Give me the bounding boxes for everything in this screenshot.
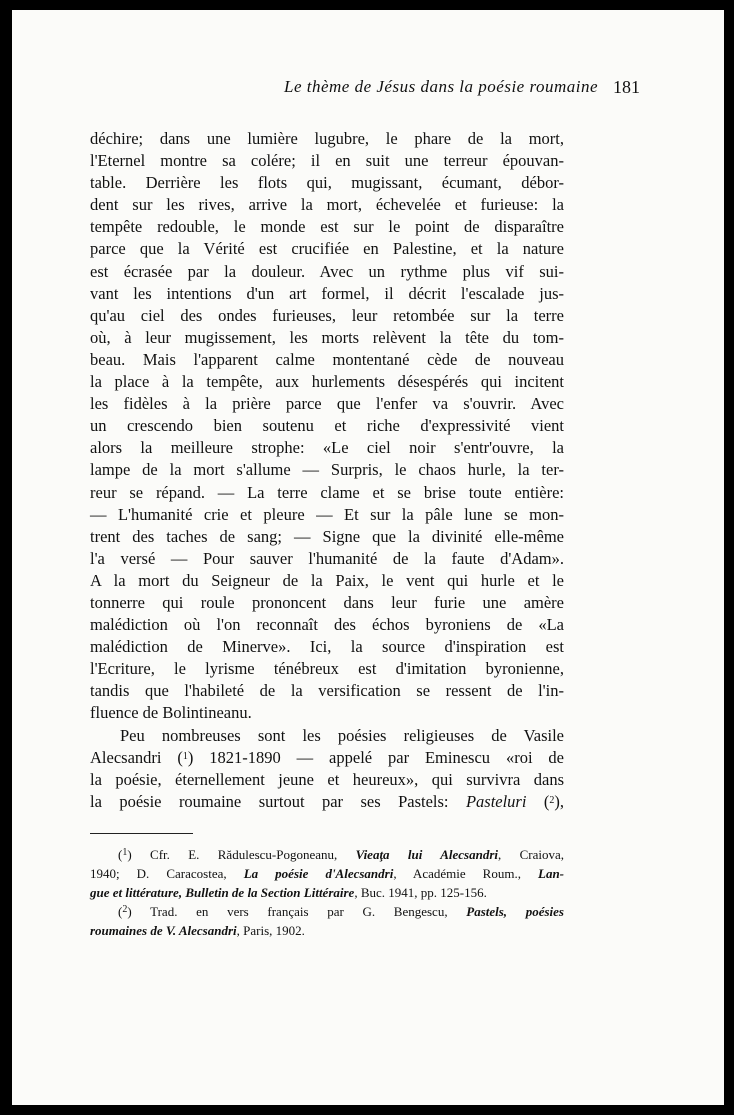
paragraph-line: Peu nombreuses sont les poésies religieuses de Vasile: [120, 725, 564, 745]
paragraph-line: la poésie roumaine surtout par ses Pastels: Pasteluri ($^2$),: [90, 791, 564, 811]
footnote-divider: [90, 833, 193, 834]
text-line: malédiction où l'on reconnaît des échos byroniens de «La: [90, 615, 564, 635]
text-line: tempête redouble, le monde est sur le point de disparaître: [90, 217, 564, 237]
footnote-2-cont: roumaines de V. Alecsandri, Paris, 1902.: [90, 923, 305, 938]
text-line: — L'humanité crie et pleure — Et sur la pâle lune se mon-: [90, 504, 564, 524]
text-line: l'a versé — Pour sauver l'humanité de la faute d'Adam».: [90, 548, 564, 568]
body-text: [90, 128, 564, 813]
text-line: tandis que l'habileté de la versification se ressent de l'in-: [90, 681, 564, 701]
text-line: l'Eternel montre sa colére; il en suit une terreur épouvan-: [90, 151, 564, 171]
text-line: les fidèles à la prière parce que l'enfer va s'ouvrir. Avec: [90, 394, 564, 414]
text-line: A la mort du Seigneur de la Paix, le vent qui hurle et le: [90, 570, 564, 590]
running-title: Le thème de Jésus dans la poésie roumaine: [283, 77, 598, 96]
text-line: est écrasée par la douleur. Avec un rythme plus vif sui-: [90, 261, 564, 281]
text-line: un crescendo bien soutenu et riche d'expressivité vient: [90, 416, 564, 436]
text-line: beau. Mais l'apparent calme montentané cède de nouveau: [90, 349, 564, 369]
text-line: tonnerre qui roule prononcent dans leur furie une amère: [90, 592, 564, 612]
text-line: dent sur les rives, arrive la mort, échevelée et furieuse: la: [90, 195, 564, 215]
running-header: [72, 77, 640, 103]
text-line: lampe de la mort s'allume — Surpris, le chaos hurle, la ter-: [90, 460, 564, 480]
text-line: vant les intentions d'un art formel, il décrit l'escalade jus-: [90, 283, 564, 303]
text-line: malédiction de Minerve». Ici, la source d'inspiration est: [90, 637, 564, 657]
text-line: parce que la Vérité est crucifiée en Palestine, et la nature: [90, 239, 564, 259]
book-page: [12, 10, 724, 1105]
paragraph-line: Alecsandri ($^1$) 1821-1890 — appelé par Eminescu «roi de: [90, 747, 564, 767]
footnote-1-cont: gue et littérature, Bulletin de la Section Littéraire, Buc. 1941, pp. 125-156.: [90, 885, 487, 900]
text-line: trent des taches de sang; — Signe que la divinité elle-même: [90, 526, 564, 546]
footnotes: [90, 845, 564, 940]
italic-title: Pasteluri: [465, 791, 527, 811]
text-line: alors la meilleure strophe: «Le ciel noir s'entr'ouvre, la: [90, 438, 564, 458]
footnote-1: ($^1$) Cfr. E. Rădulescu-Pogoneanu, Vieaţa lui Alecsandri, Craiova,: [118, 847, 564, 862]
text-line: fluence de Bolintineanu.: [90, 703, 252, 723]
page-number: 181: [613, 77, 640, 97]
text-line: l'Ecriture, le lyrisme ténébreux est d'imitation byronienne,: [90, 659, 564, 679]
text-line: reur se répand. — La terre clame et se brise toute entière:: [90, 482, 564, 502]
text-line: où, à leur mugissement, les morts relèvent la tête du tom-: [90, 327, 564, 347]
footnote-ref-2: 2: [549, 794, 555, 806]
footnote-2: ($^2$) Trad. en vers français par G. Bengescu, Pastels, poésies: [118, 904, 564, 919]
paragraph-line: la poésie, éternellement jeune et heureux», qui survivra dans: [90, 769, 564, 789]
text-line: table. Derrière les flots qui, mugissant, écumant, débor-: [90, 173, 564, 193]
footnote-1-cont: 1940; D. Caracostea, La poésie d'Alecsandri, Académie Roum., Lan-: [90, 866, 565, 881]
footnote-ref-1: 1: [182, 750, 188, 762]
text-line: la place à la tempête, aux hurlements désespérés qui incitent: [90, 372, 564, 392]
text-line: qu'au ciel des ondes furieuses, leur retombée sur la terre: [90, 305, 564, 325]
text-line: déchire; dans une lumière lugubre, le phare de la mort,: [90, 129, 564, 148]
